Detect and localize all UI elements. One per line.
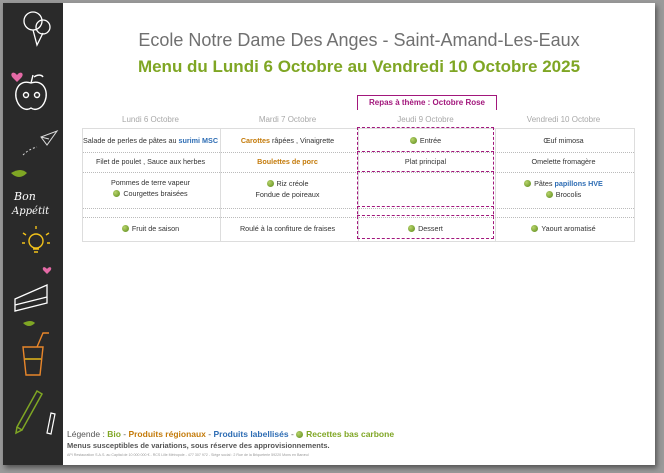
leaf-icon [531, 225, 538, 232]
legend-regional: Produits régionaux [128, 429, 206, 439]
mardi-accompagnement [219, 178, 356, 200]
row-divider [83, 208, 634, 209]
theme-row-divider [357, 206, 494, 207]
chalkboard-sidebar [3, 3, 63, 465]
mardi-acc1: Riz créole [219, 178, 356, 189]
vendredi-plat: Omelette fromagère [531, 157, 596, 166]
juice-glass-icon [23, 333, 49, 375]
leaf-icon [410, 137, 417, 144]
lundi-acc2: Courgettes braisées [82, 188, 219, 199]
leaf-small-icon [23, 321, 35, 326]
day-header-mardi: Mardi 7 Octobre [258, 115, 317, 124]
apple-icon [16, 75, 46, 109]
school-title: Ecole Notre Dame Des Anges - Saint-Amand-Les-Eaux [138, 30, 580, 50]
jeudi-plat: Plat principal [404, 157, 447, 166]
heart-icon [11, 73, 22, 82]
heart-small-icon [43, 267, 51, 274]
broccoli-icon [24, 12, 50, 45]
regional-item: Carottes [240, 136, 270, 145]
lundi-acc1: Pommes de terre vapeur [110, 178, 191, 187]
jeudi-entree: Entrée [357, 135, 494, 146]
leaf-icon [267, 180, 274, 187]
leaf-icon [296, 431, 303, 438]
day-header-vendredi: Vendredi 10 Octobre [526, 115, 601, 124]
legend: Légende : Bio - Produits régionaux - Produits labellisés - Recettes bas carbone [67, 429, 395, 439]
vendredi-acc1: Pâtes papillons HVE [495, 178, 632, 189]
vendredi-entree: Œuf mimosa [543, 136, 584, 145]
vendredi-acc2: Brocolis [495, 189, 632, 200]
labellise-item: papillons HVE [554, 179, 603, 188]
variation-note: Menus susceptibles de variations, sous réserve des approvisionnements. [67, 441, 330, 450]
company-fineprint: API Restauration S.A.S. au Capital de 10 000 000 € - RCS Lille Métropole - 477 307 972 - Siège social : 2 Rue de la Briqueterie 59220 Mons en Barœul [67, 453, 309, 457]
leaf-icon [546, 191, 553, 198]
vendredi-accompagnement [495, 178, 632, 200]
pencil-icon [16, 391, 42, 433]
leaf-doodle-icon [11, 170, 27, 177]
lundi-dessert: Fruit de saison [82, 223, 219, 234]
theme-row-divider [357, 151, 494, 152]
legend-carbone: Recettes bas carbone [306, 429, 395, 439]
lundi-entree: Salade de perles de pâtes au surimi MSC [82, 136, 219, 145]
lundi-plat: Filet de poulet , Sauce aux herbes [95, 157, 206, 166]
jeudi-dessert: Dessert [357, 223, 494, 234]
cake-slice-icon [15, 285, 47, 311]
leaf-icon [408, 225, 415, 232]
menu-period-title: Menu du Lundi 6 Octobre au Vendredi 10 Octobre 2025 [137, 57, 581, 76]
paper-plane-icon [23, 131, 57, 155]
pencil-small-icon [47, 413, 55, 434]
theme-row-divider [357, 171, 494, 172]
theme-row-divider [357, 215, 494, 216]
row-divider [83, 152, 634, 153]
labellise-item: surimi MSC [178, 136, 219, 145]
mardi-acc2: Fondue de poireaux [255, 190, 320, 199]
mardi-plat: Boulettes de porc [257, 157, 318, 166]
vendredi-dessert: Yaourt aromatisé [495, 223, 632, 234]
leaf-icon [524, 180, 531, 187]
bon-text: Bon [14, 190, 36, 203]
lightbulb-icon [22, 226, 50, 252]
chalk-doodles [3, 3, 63, 465]
row-divider [83, 172, 634, 173]
mardi-entree: Carottes râpées , Vinaigrette [240, 136, 335, 145]
legend-labellises: Produits labellisés [213, 429, 289, 439]
day-header-lundi: Lundi 6 Octobre [122, 115, 179, 124]
appetit-text: Appétit [12, 206, 50, 217]
menu-page [3, 3, 655, 465]
lundi-accompagnement [82, 177, 219, 199]
leaf-icon [122, 225, 129, 232]
mardi-dessert: Roulé à la confiture de fraises [239, 224, 336, 233]
day-header-jeudi: Jeudi 9 Octobre [397, 115, 454, 124]
theme-meal-label: Repas à thème : Octobre Rose [357, 95, 497, 110]
row-divider [83, 217, 634, 218]
leaf-icon [113, 190, 120, 197]
legend-bio: Bio [107, 429, 121, 439]
